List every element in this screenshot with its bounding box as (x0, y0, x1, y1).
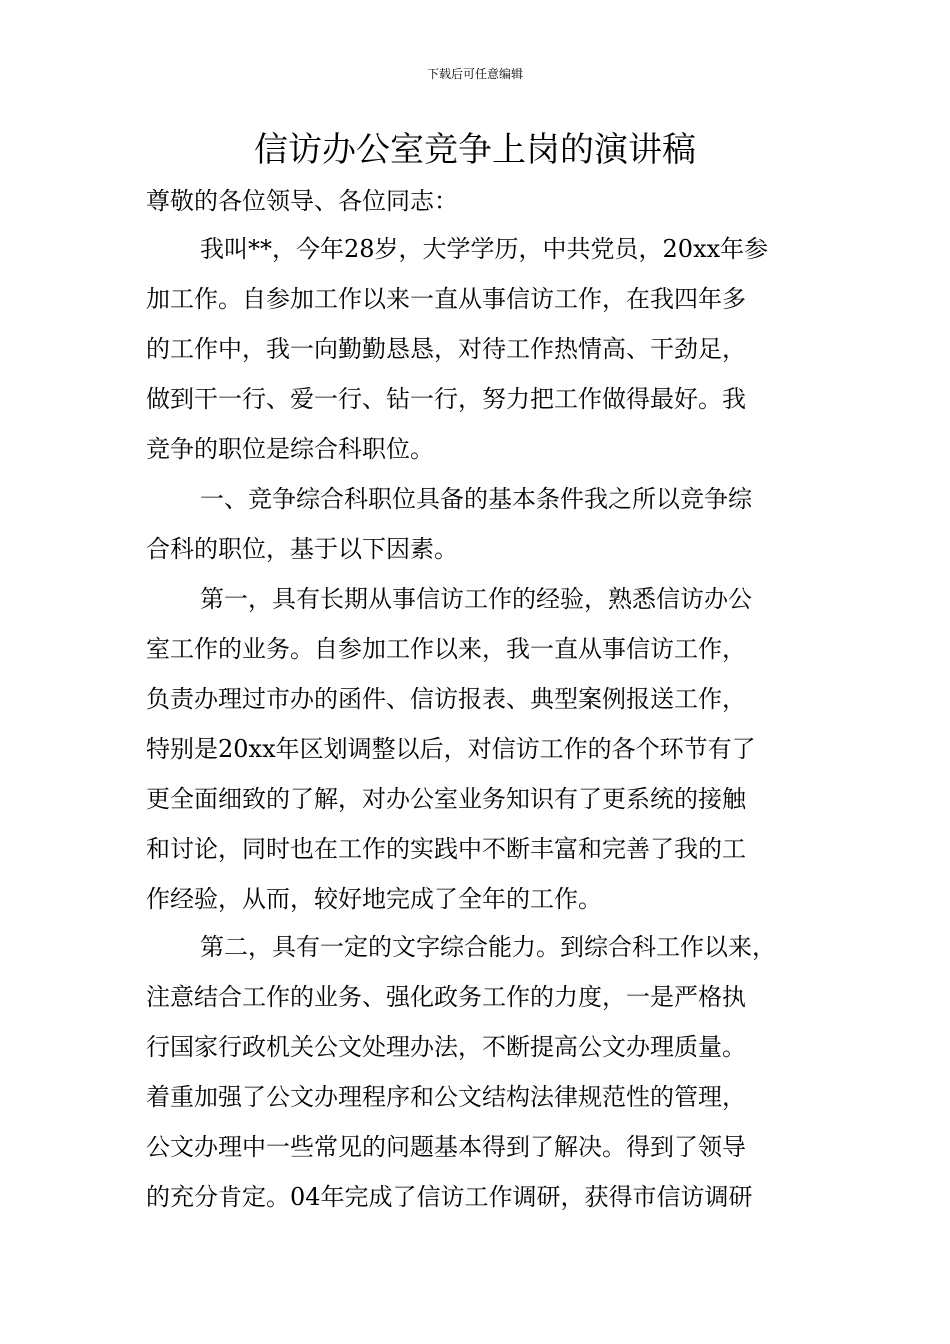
body-line: 更全面细致的了解，对办公室业务知识有了更系统的接触 (146, 785, 746, 813)
body-line: 注意结合工作的业务、强化政务工作的力度，一是严格执 (146, 983, 746, 1011)
body-line: 特别是20xx年区划调整以后，对信访工作的各个环节有了 (146, 735, 756, 763)
greeting: 尊敬的各位领导、各位同志： (146, 187, 458, 215)
body-line: 的充分肯定。04年完成了信访工作调研，获得市信访调研 (146, 1183, 753, 1211)
body-line: 第一，具有长期从事信访工作的经验，熟悉信访办公 (200, 585, 752, 613)
header-note: 下载后可任意编辑 (426, 67, 523, 81)
document-title: 信访办公室竞争上岗的演讲稿 (254, 130, 696, 170)
body-line: 竞争的职位是综合科职位。 (146, 435, 434, 463)
body-line: 合科的职位，基于以下因素。 (146, 535, 458, 563)
body-line: 和讨论，同时也在工作的实践中不断丰富和完善了我的工 (146, 835, 746, 863)
body-line: 的工作中，我一向勤勤恳恳，对待工作热情高、干劲足， (146, 335, 746, 363)
body-line: 加工作。自参加工作以来一直从事信访工作，在我四年多 (146, 285, 746, 313)
body-line: 行国家行政机关公文处理办法，不断提高公文办理质量。 (146, 1033, 746, 1061)
body-line: 我叫**，今年28岁，大学学历，中共党员，20xx年参 (200, 235, 769, 263)
body-line: 第二，具有一定的文字综合能力。到综合科工作以来， (200, 933, 776, 961)
body-line: 做到干一行、爱一行、钻一行，努力把工作做得最好。我 (146, 385, 746, 413)
body-line: 公文办理中一些常见的问题基本得到了解决。得到了领导 (146, 1133, 746, 1161)
body-line: 作经验，从而，较好地完成了全年的工作。 (146, 885, 602, 913)
body-line: 室工作的业务。自参加工作以来，我一直从事信访工作， (146, 635, 746, 663)
body-line: 一、竞争综合科职位具备的基本条件我之所以竞争综 (200, 485, 752, 513)
body-line: 着重加强了公文办理程序和公文结构法律规范性的管理， (146, 1083, 746, 1111)
body-line: 负责办理过市办的函件、信访报表、典型案例报送工作， (146, 685, 746, 713)
